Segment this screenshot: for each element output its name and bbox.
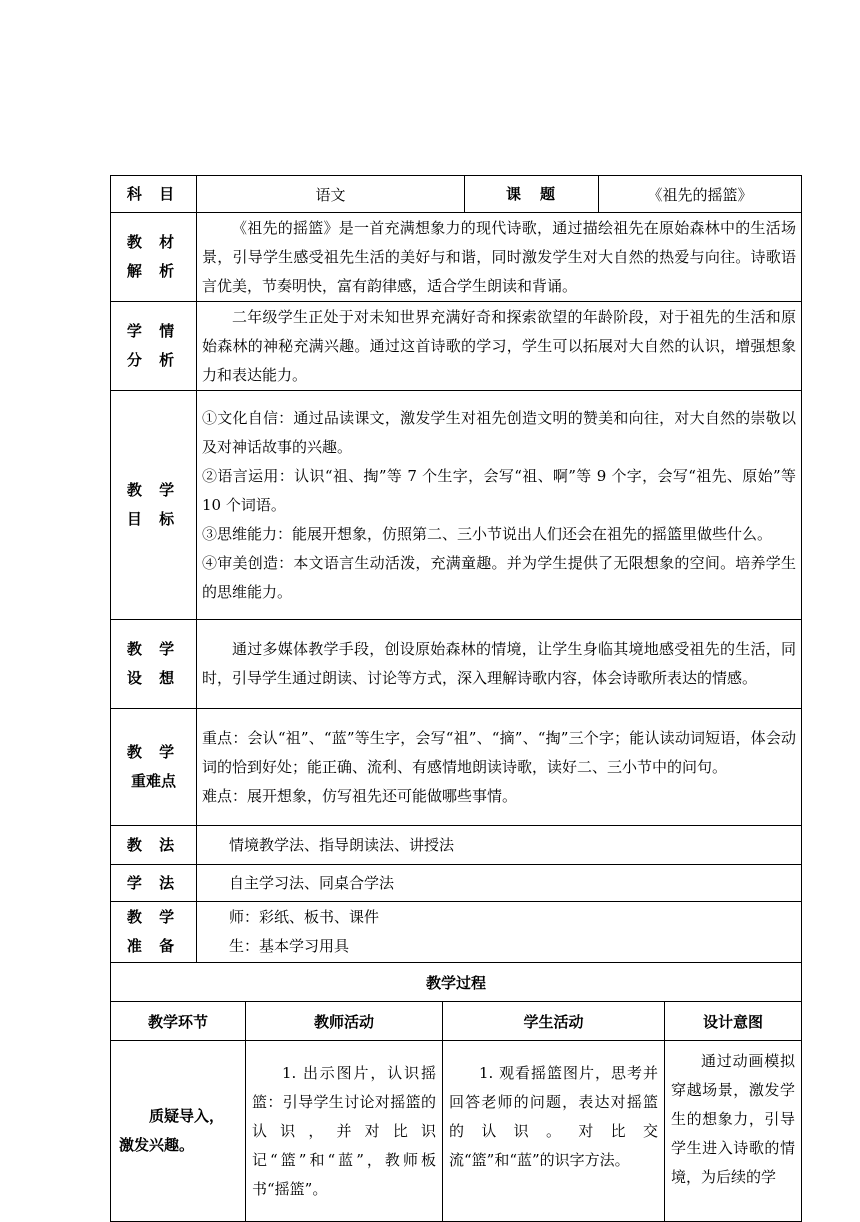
keypoints-difficult: 难点：展开想象，仿写祖先还可能做哪些事情。 <box>202 786 518 805</box>
lesson-plan <box>110 175 801 1222</box>
goals-label-line1: 教 学 <box>126 481 181 499</box>
keypoints-key: 重点：会认“祖”、“蓝”等生字，会写“祖”、“摘”、“掏”三个字；能认读动词短语，体会动词的恰到好处；能正确、流利、有感情地朗读诗歌，读好二、三小节中的问句。 <box>202 728 797 776</box>
method-row <box>111 826 802 865</box>
students-label <box>111 302 197 391</box>
students-content <box>197 302 802 391</box>
lesson-info-table <box>110 175 802 963</box>
teacher-activity-text: 1. 出示图片，认识摇篮：引导学生讨论对摇篮的认识，并对比识记“篮”和“蓝”，教师板书“摇篮”。 <box>252 1064 436 1198</box>
goals-label <box>111 391 197 620</box>
prep-teacher: 师：彩纸、板书、课件 <box>229 908 380 926</box>
column-header-teacher: 教师活动 <box>246 1002 443 1041</box>
method-text: 情境教学法、指导朗读法、讲授法 <box>197 826 802 865</box>
material-content <box>197 213 802 302</box>
keypoints-label <box>111 709 197 826</box>
material-text: 《祖先的摇篮》是一首充满想象力的现代诗歌，通过描绘祖先在原始森林中的生活场景，引导学生感受祖先生活的美好与和谐，同时激发学生对大自然的热爱与向往。诗歌语言优美，节奏明快，富有韵律感，适合学生朗读和背诵。 <box>202 218 797 295</box>
column-header-student: 学生活动 <box>443 1002 665 1041</box>
prep-label <box>111 902 197 963</box>
keypoints-label-line2: 重难点 <box>130 772 176 790</box>
goal-item: ④审美创造：本文语言生动活泼，充满童趣。并为学生提供了无限想象的空间。培养学生的思维能力。 <box>202 553 797 601</box>
column-header-intent: 设计意图 <box>665 1002 802 1041</box>
process-title: 教学过程 <box>111 963 802 1002</box>
prep-content <box>197 902 802 963</box>
subject-value: 语文 <box>197 176 465 213</box>
material-label <box>111 213 197 302</box>
prep-student: 生：基本学习用具 <box>229 937 350 955</box>
students-label-line1: 学 情 <box>126 322 181 340</box>
process-row <box>111 1041 802 1222</box>
stage-cell <box>111 1041 246 1222</box>
design-content <box>197 620 802 709</box>
teacher-activity <box>246 1041 443 1222</box>
material-label-line1: 教 材 <box>126 233 181 251</box>
method-label: 教 法 <box>111 826 197 865</box>
students-row <box>111 302 802 391</box>
topic-label: 课 题 <box>465 176 599 213</box>
design-label <box>111 620 197 709</box>
student-activity-text: 1. 观看摇篮图片，思考并回答老师的问题，表达对摇篮的认识。对比交流“篮”和“蓝”的识字方法。 <box>449 1064 658 1169</box>
prep-label-line2: 准 备 <box>126 937 181 955</box>
process-header-row <box>111 1002 802 1041</box>
design-text: 通过多媒体教学手段，创设原始森林的情境，让学生身临其境地感受祖先的生活，同时，引导学生通过朗读、讨论等方式，深入理解诗歌内容，体会诗歌所表达的情感。 <box>202 640 797 687</box>
learning-text: 自主学习法、同桌合学法 <box>197 865 802 902</box>
students-label-line2: 分 析 <box>126 351 181 369</box>
learning-label: 学 法 <box>111 865 197 902</box>
goals-content <box>197 391 802 620</box>
stage-line1: 质疑导入， <box>149 1107 225 1125</box>
design-label-line2: 设 想 <box>126 669 181 687</box>
goal-item: ①文化自信：通过品读课文，激发学生对祖先创造文明的赞美和向往，对大自然的崇敬以及对神话故事的兴趣。 <box>202 408 797 456</box>
goal-item: ③思维能力：能展开想象，仿照第二、三小节说出人们还会在祖先的摇篮里做些什么。 <box>202 524 773 543</box>
material-row <box>111 213 802 302</box>
design-intent-text: 通过动画模拟穿越场景，激发学生的想象力，引导学生进入诗歌的情境，为后续的学 <box>671 1052 796 1186</box>
goals-label-line2: 目 标 <box>126 510 181 528</box>
design-intent <box>665 1041 802 1222</box>
topic-value: 《祖先的摇篮》 <box>599 176 802 213</box>
keypoints-label-line1: 教 学 <box>126 743 181 761</box>
header-row <box>111 176 802 213</box>
design-label-line1: 教 学 <box>126 640 181 658</box>
students-text: 二年级学生正处于对未知世界充满好奇和探索欲望的年龄阶段，对于祖先的生活和原始森林的神秘充满兴趣。通过这首诗歌的学习，学生可以拓展对大自然的认识，增强想象力和表达能力。 <box>202 307 797 384</box>
prep-label-line1: 教 学 <box>126 908 181 926</box>
prep-row <box>111 902 802 963</box>
learning-row <box>111 865 802 902</box>
goals-row <box>111 391 802 620</box>
stage-line2: 激发兴趣。 <box>119 1136 195 1154</box>
process-table <box>110 962 802 1222</box>
keypoints-content <box>197 709 802 826</box>
subject-label: 科 目 <box>111 176 197 213</box>
design-row <box>111 620 802 709</box>
material-label-line2: 解 析 <box>126 262 181 280</box>
student-activity <box>443 1041 665 1222</box>
keypoints-row <box>111 709 802 826</box>
process-title-row <box>111 963 802 1002</box>
column-header-stage: 教学环节 <box>111 1002 246 1041</box>
goal-item: ②语言运用：认识“祖、掏”等 7 个生字，会写“祖、啊”等 9 个字，会写“祖先、原始”等 10 个词语。 <box>202 466 797 514</box>
